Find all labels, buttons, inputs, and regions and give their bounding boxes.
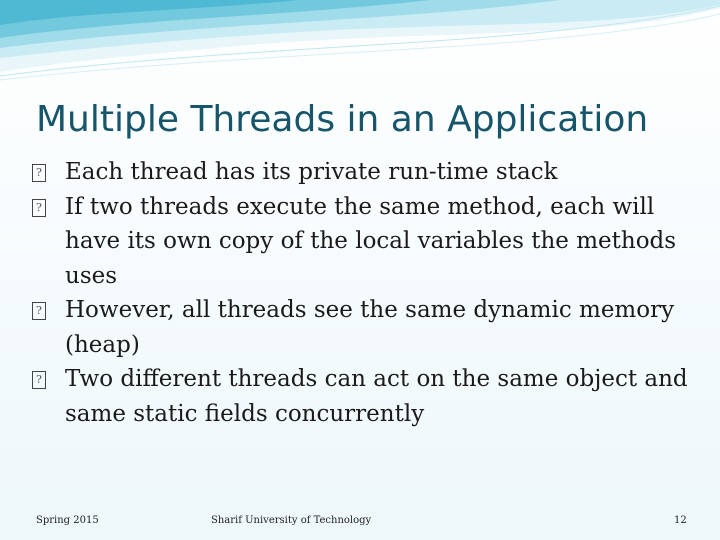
missing-glyph-bullet-icon: ? [32,164,46,182]
missing-glyph-bullet-icon: ? [32,199,46,217]
missing-glyph-bullet-icon: ? [32,371,46,389]
footer-organization: Sharif University of Technology [211,515,372,526]
bullet-item [30,190,690,294]
bullet-text: Two different threads can act on the same object and same static fields concurrently [65,366,688,427]
bullet-item [30,362,690,431]
bullet-text: However, all threads see the same dynamic memory (heap) [65,297,675,358]
footer-date: Spring 2015 [36,515,99,526]
slide-title: Multiple Threads in an Application [36,99,649,140]
footer-page-number: 12 [674,515,687,526]
missing-glyph-bullet-icon: ? [32,302,46,320]
header-wave-decoration [0,0,720,90]
bullet-list [30,155,690,431]
bullet-text: Each thread has its private run-time stack [65,159,558,185]
bullet-text: If two threads execute the same method, each will have its own copy of the local variables the methods uses [65,193,677,289]
bullet-item [30,293,690,362]
bullet-item [30,155,690,190]
